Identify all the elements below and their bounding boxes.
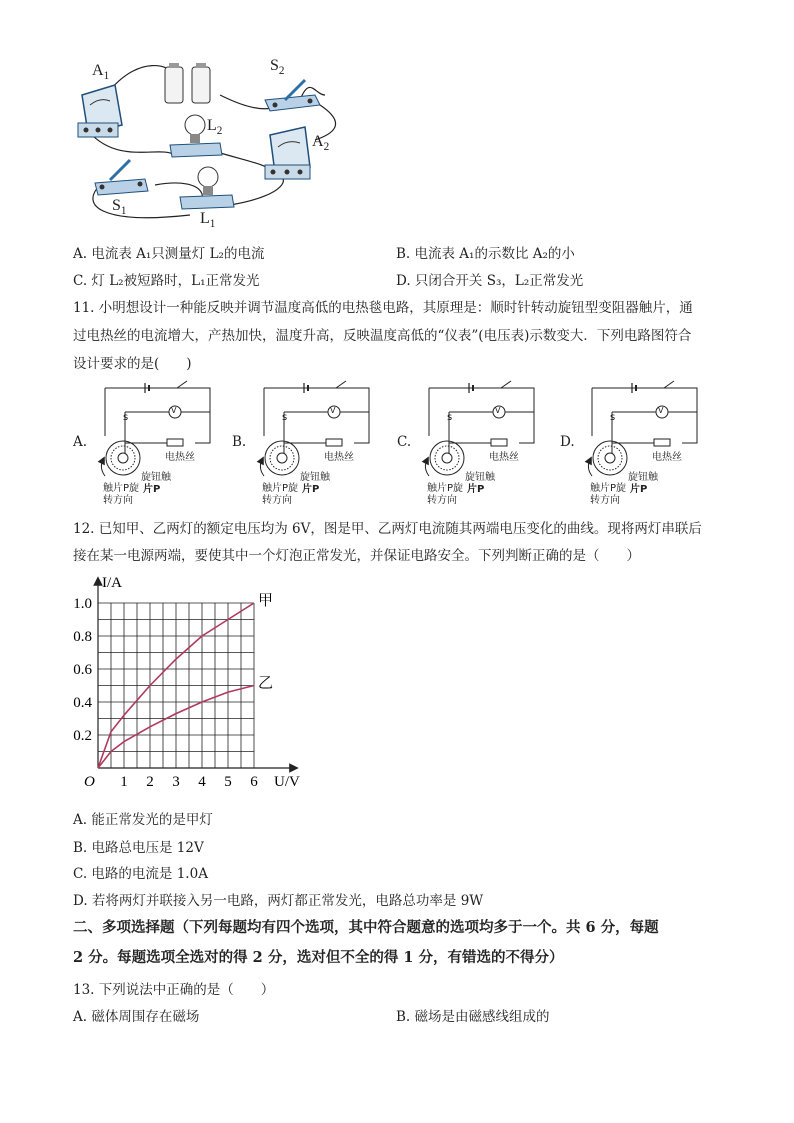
q12-option-d: D. 若将两灯并联接入另一电路，两灯都正常发光，电路总功率是 9W	[73, 893, 484, 909]
q12-graph	[60, 570, 340, 800]
label-a2: $A_2$	[312, 133, 330, 154]
q12-option-a: A. 能正常发光的是甲灯	[73, 812, 213, 828]
series-label-jia: 甲	[258, 591, 274, 609]
q11-option-d-circuit	[560, 378, 720, 508]
switch-label: s	[610, 412, 616, 423]
q10-option-a: A. 电流表 A₁只测量灯 L₂的电流	[73, 246, 265, 262]
knob-label-1: 旋钮触	[300, 472, 330, 483]
rheostat-knob	[605, 453, 615, 463]
option-letter: D.	[560, 434, 575, 450]
heater-symbol	[167, 439, 183, 446]
switch-symbol	[336, 381, 346, 388]
voltmeter-label: V	[171, 406, 177, 415]
q11-option-a-circuit	[73, 378, 233, 508]
circuit-wire	[592, 388, 697, 443]
knob-label-1: 旋钮触	[141, 472, 171, 483]
rotation-label-2: 转方向	[427, 495, 457, 506]
switch-label: s	[123, 412, 129, 423]
label-l1: $L_1$	[200, 210, 216, 231]
rotation-label-2: 转方向	[262, 495, 292, 506]
rotation-label-2: 转方向	[590, 495, 620, 506]
q12-option-c: C. 电路的电流是 1.0A	[73, 866, 208, 882]
section2-heading-line1: 二、多项选择题（下列每题均有四个选项，其中符合题意的选项均多于一个。共 6 分，每题	[73, 919, 659, 936]
q10-option-b: B. 电流表 A₁的示数比 A₂的小	[396, 246, 575, 262]
q11-option-c-circuit	[397, 378, 557, 508]
circuit-wire	[264, 388, 369, 443]
q11-stem-line1: 11. 小明想设计一种能反映并调节温度高低的电热毯电路，其原理是：顺时针转动旋钮型变阻器触片，通	[73, 300, 693, 316]
rotation-label-1: 触片P旋	[590, 483, 627, 494]
q12-stem-line1: 12. 已知甲、乙两灯的额定电压均为 6V，图是甲、乙两灯电流随其两端电压变化的曲线。现将两灯串联后	[73, 521, 702, 537]
ammeter-a1-icon	[78, 85, 122, 137]
heater-symbol	[491, 439, 507, 446]
heater-label: 电热丝	[324, 452, 354, 463]
x-tick-label: 3	[172, 774, 180, 790]
y-tick-label: 0.8	[73, 629, 92, 645]
rotation-arrow	[425, 460, 429, 476]
knob-label-2: 片P	[467, 484, 485, 495]
q11-stem-line3: 设计要求的是( )	[73, 356, 192, 372]
heater-symbol	[654, 439, 670, 446]
circuit-wire	[125, 412, 167, 458]
switch-symbol	[664, 381, 674, 388]
y-tick-label: 0.6	[73, 662, 92, 678]
voltmeter-label: V	[658, 406, 664, 415]
rotation-label-1: 触片P旋	[103, 483, 140, 494]
heater-symbol	[326, 439, 342, 446]
label-a1: $A_1$	[92, 62, 110, 83]
circuit-wire	[105, 388, 210, 443]
knob-label-1: 旋钮触	[628, 472, 658, 483]
q13-stem: 13. 下列说法中正确的是（ ）	[73, 982, 275, 998]
y-axis-label: I/A	[102, 575, 122, 591]
rotation-arrow	[101, 460, 105, 476]
switch-symbol	[177, 381, 187, 388]
y-tick-label: 1.0	[73, 596, 92, 612]
circuit-wire	[284, 412, 326, 458]
rotation-arrow	[588, 460, 592, 476]
q10-option-d: D. 只闭合开关 S₃，L₂正常发光	[396, 273, 584, 289]
q13-option-b: B. 磁场是由磁感线组成的	[396, 1009, 550, 1025]
circuit-wire	[612, 412, 654, 458]
x-tick-label: 6	[250, 774, 258, 790]
q11-stem-line2: 过电热丝的电流增大，产热加快，温度升高，反映温度高低的“仪表”(电压表)示数变大．下列电路图符合	[73, 328, 692, 344]
rotation-label-1: 触片P旋	[427, 483, 464, 494]
switch-label: s	[447, 412, 453, 423]
q12-option-b: B. 电路总电压是 12V	[73, 840, 204, 856]
switch-symbol	[501, 381, 511, 388]
q11-option-b-circuit	[232, 378, 392, 508]
x-tick-label: 2	[146, 774, 154, 790]
label-s1: $S_1$	[112, 197, 127, 218]
voltmeter-label: V	[330, 406, 336, 415]
rotation-label-2: 转方向	[103, 495, 133, 506]
switch-s1-icon	[95, 160, 148, 195]
circuit-wire	[449, 412, 491, 458]
rheostat-knob	[277, 453, 287, 463]
heater-label: 电热丝	[165, 452, 195, 463]
voltmeter-label: V	[495, 406, 501, 415]
option-letter: A.	[73, 434, 88, 450]
rotation-arrow	[260, 460, 264, 476]
y-tick-label: 0.2	[73, 728, 92, 744]
iv-curve-chart	[60, 570, 340, 800]
x-tick-label: 4	[198, 774, 206, 790]
heater-label: 电热丝	[489, 452, 519, 463]
label-l2: $L_2$	[207, 117, 223, 138]
heater-label: 电热丝	[652, 452, 682, 463]
x-tick-label: 1	[120, 774, 128, 790]
q10-figure	[60, 55, 360, 235]
series-label-yi: 乙	[258, 673, 274, 692]
circuit-wire	[429, 388, 534, 443]
knob-label-1: 旋钮触	[465, 472, 495, 483]
ammeter-a2-icon	[265, 127, 310, 179]
switch-s2-icon	[265, 80, 320, 111]
q12-stem-line2: 接在某一电源两端，要使其中一个灯泡正常发光，并保证电路安全。下列判断正确的是（ ）	[73, 548, 640, 564]
q13-option-a: A. 磁体周围存在磁场	[73, 1009, 200, 1025]
rheostat-knob	[118, 453, 128, 463]
switch-label: s	[282, 412, 288, 423]
rheostat-knob	[442, 453, 452, 463]
rotation-label-1: 触片P旋	[262, 483, 299, 494]
knob-label-2: 片P	[302, 484, 320, 495]
label-s2: $S_2$	[270, 57, 285, 78]
battery-icon	[165, 63, 210, 103]
x-axis-label: U/V	[274, 774, 300, 790]
y-tick-label: 0.4	[73, 695, 92, 711]
x-tick-label: 5	[224, 774, 232, 790]
knob-label-2: 片P	[143, 484, 161, 495]
q10-option-c: C. 灯 L₂被短路时，L₁正常发光	[73, 273, 260, 289]
bulb-l1-icon	[180, 167, 234, 209]
option-letter: C.	[397, 434, 412, 450]
origin-label: O	[84, 774, 95, 790]
knob-label-2: 片P	[630, 484, 648, 495]
section2-heading-line2: 2 分。每题选项全选对的得 2 分，选对但不全的得 1 分，有错选的不得分）	[73, 949, 564, 966]
option-letter: B.	[232, 434, 247, 450]
